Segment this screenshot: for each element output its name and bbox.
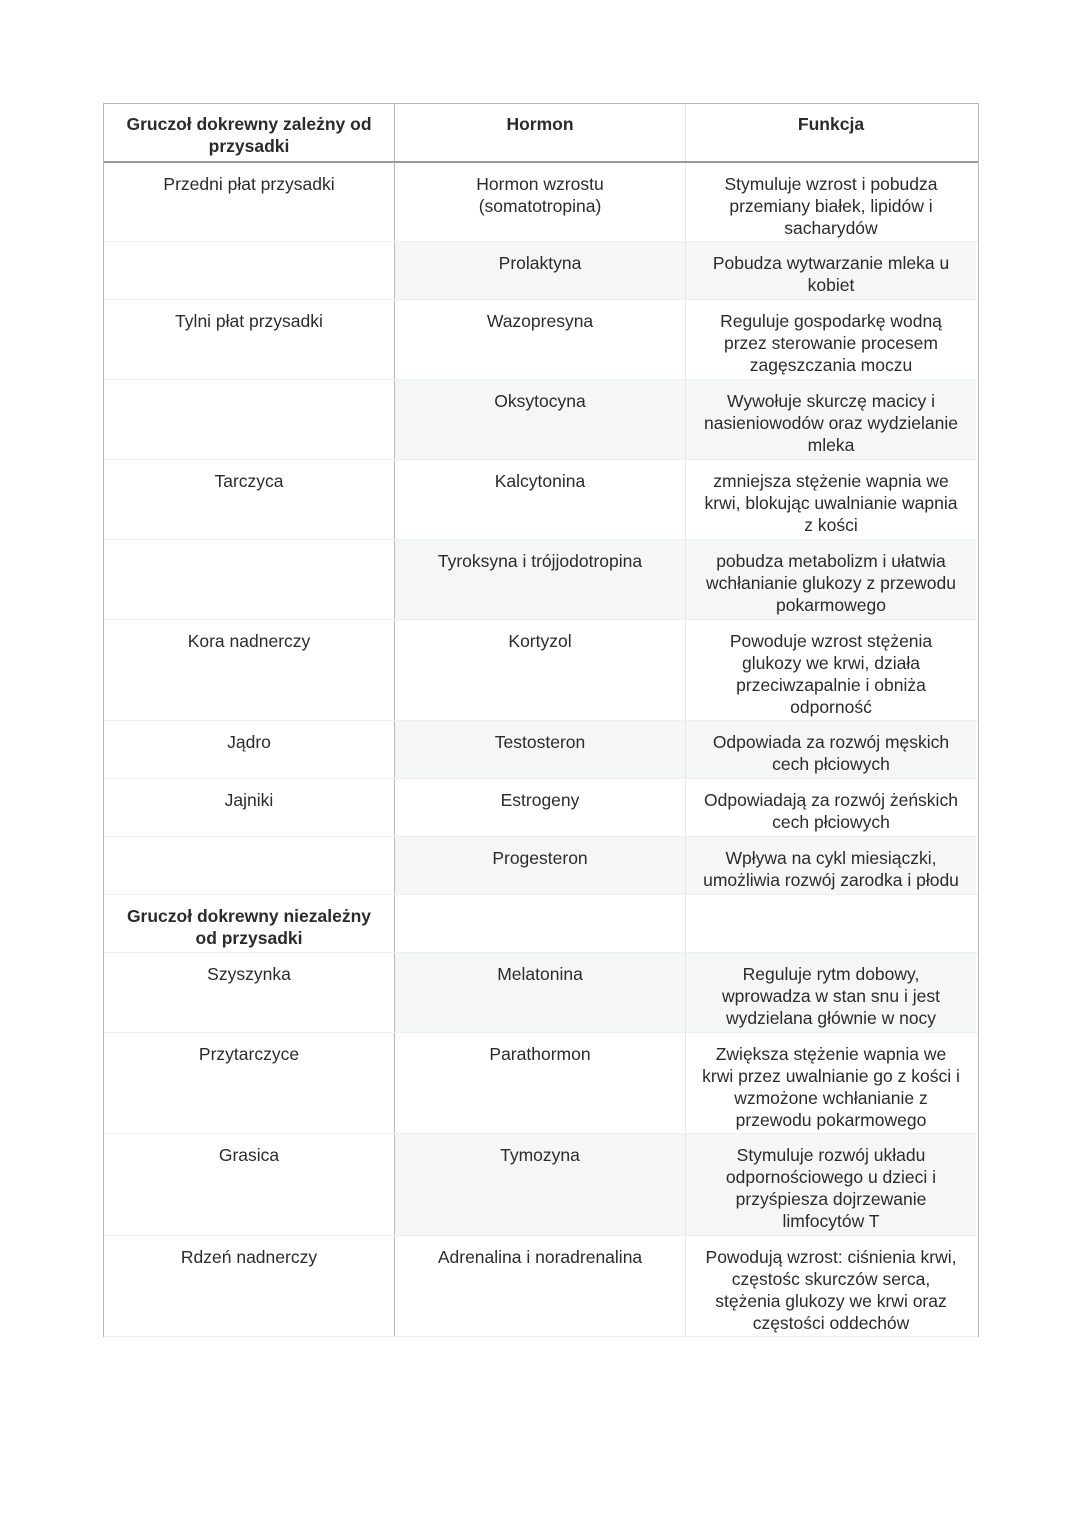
function-cell: Reguluje rytm dobowy, wprowadza w stan snu i jest wydzielana głównie w nocy [686,953,976,1032]
table-row [104,460,978,540]
gland-cell: Rdzeń nadnerczy [104,1236,395,1336]
function-cell: Wpływa na cykl miesiączki, umożliwia rozwój zarodka i płodu [686,837,976,894]
table-row [104,300,978,380]
hormone-cell: Estrogeny [395,779,686,836]
function-cell: zmniejsza stężenie wapnia we krwi, blokując uwalnianie wapnia z kości [704,471,958,535]
hormone-cell: Hormon wzrostu (somatotropina) [395,163,686,241]
function-cell: Stymuluje wzrost i pobudza przemiany białek, lipidów i sacharydów [724,174,938,238]
table-row [104,380,978,460]
hormone-cell: Oksytocyna [395,380,686,459]
table-row [104,1033,978,1134]
function-cell: Odpowiada za rozwój męskich cech płciowych [686,721,976,778]
hormone-cell: Wazopresyna [395,300,686,379]
table-row [104,1134,978,1236]
hormone-cell: Adrenalina i noradrenalina [395,1236,686,1336]
header-gland: Gruczoł dokrewny zależny od przysadki [104,104,395,161]
table-header-row [104,104,978,163]
table-row [104,779,978,837]
table-row [104,540,978,620]
header-hormone: Hormon [395,104,686,161]
gland-cell: Przytarczyce [104,1033,395,1133]
hormone-cell: Progesteron [395,837,686,894]
table-row [104,953,978,1033]
gland-cell: Tarczyca [104,460,395,539]
hormone-cell: Kortyzol [395,620,686,720]
gland-cell: Kora nadnerczy [104,620,395,720]
gland-cell: Szyszynka [104,953,395,1032]
gland-cell: Grasica [104,1134,395,1235]
function-cell: Odpowiadają za rozwój żeńskich cech płciowych [704,790,958,832]
table-row [104,721,978,779]
section-title: Gruczoł dokrewny niezależny od przysadki [104,895,395,952]
hormone-cell [395,895,686,952]
gland-cell: Jajniki [104,779,395,836]
table-row [104,837,978,895]
gland-cell [104,540,395,619]
function-cell: Stymuluje rozwój układu odpornościowego u dzieci i przyśpiesza dojrzewanie limfocytów T [686,1134,976,1235]
gland-cell [104,242,395,299]
hormone-cell: Tyroksyna i trójjodotropina [395,540,686,619]
hormone-cell: Parathormon [395,1033,686,1133]
hormone-cell: Kalcytonina [395,460,686,539]
function-cell: Wywołuje skurczę macicy i nasieniowodów oraz wydzielanie mleka [686,380,976,459]
hormone-cell: Prolaktyna [395,242,686,299]
table-row [104,620,978,721]
header-function: Funkcja [797,114,865,134]
function-cell: pobudza metabolizm i ułatwia wchłanianie glukozy z przewodu pokarmowego [686,540,976,619]
gland-cell: Jądro [104,721,395,778]
endocrine-table [103,103,979,1337]
gland-cell [104,837,395,894]
function-cell: Pobudza wytwarzanie mleka u kobiet [686,242,976,299]
gland-cell: Przedni płat przysadki [104,163,395,241]
table-row [104,242,978,300]
function-cell [686,895,976,952]
function-cell: Zwiększa stężenie wapnia we krwi przez uwalnianie go z kości i wzmożone wchłanianie z przewodu pokarmowego [702,1044,960,1130]
function-cell: Reguluje gospodarkę wodną przez sterowanie procesem zagęszczania moczu [720,311,942,375]
table-row [104,1236,978,1337]
section-header-row [104,895,978,953]
hormone-cell: Melatonina [395,953,686,1032]
hormone-cell: Tymozyna [395,1134,686,1235]
gland-cell [104,380,395,459]
function-cell: Powoduje wzrost stężenia glukozy we krwi, działa przeciwzapalnie i obniża odporność [729,631,933,717]
table-row [104,163,978,242]
function-cell: Powodują wzrost: ciśnienia krwi, częstośc skurczów serca, stężenia glukozy we krwi oraz częstości oddechów [705,1247,957,1333]
hormone-cell: Testosteron [395,721,686,778]
gland-cell: Tylni płat przysadki [104,300,395,379]
